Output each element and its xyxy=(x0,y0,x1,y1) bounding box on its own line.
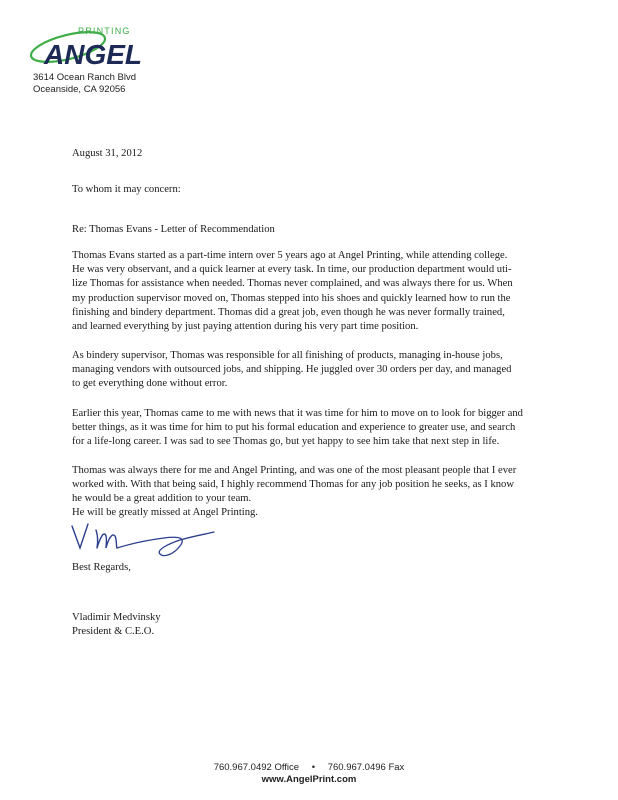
footer-contact xyxy=(0,762,618,774)
footer-website: www.AngelPrint.com xyxy=(261,774,357,785)
paragraph-line: He was very observant, and a quick learner at every task. In time, our production department would uti- xyxy=(72,264,512,276)
paragraph-4 xyxy=(72,464,562,507)
signer-name: Vladimir Medvinsky xyxy=(72,612,161,623)
address-line-1: 3614 Ocean Ranch Blvd xyxy=(33,72,136,83)
paragraph-line: worked with. With that being said, I highly recommend Thomas for any job position he seeks, as I know xyxy=(72,479,514,491)
paragraph-line: to get everything done without error. xyxy=(72,378,228,390)
address-line-2: Oceanside, CA 92056 xyxy=(33,84,126,95)
bullet-separator: • xyxy=(311,762,316,773)
logo-angel-text: ANGEL xyxy=(44,39,142,70)
paragraph-line: Earlier this year, Thomas came to me with news that it was time for him to move on to look for bigger and xyxy=(72,408,523,419)
paragraph-5: He will be greatly missed at Angel Printing. xyxy=(72,507,258,518)
handwritten-signature xyxy=(68,518,218,564)
salutation: To whom it may concern: xyxy=(72,184,181,195)
fax-number: 760.967.0496 Fax xyxy=(327,762,405,773)
paragraph-line: better things, as it was time for him to put his formal education and experience to greater use, and search xyxy=(72,422,516,434)
paragraph-line: lize Thomas for assistance when needed. Thomas never complained, and was always there for us. When xyxy=(72,278,513,290)
paragraph-line: As bindery supervisor, Thomas was responsible for all finishing of products, managing in-house jobs, xyxy=(72,350,503,361)
paragraph-line: he would be a great addition to your team. xyxy=(72,493,252,505)
paragraph-line: and learned everything by just paying attention during his very part time position. xyxy=(72,321,419,333)
paragraph-line: finishing and bindery department. Thomas did a great job, even though he was never formally trained, xyxy=(72,306,505,318)
company-logo xyxy=(26,22,166,72)
office-phone: 760.967.0492 Office xyxy=(213,762,300,773)
closing: Best Regards, xyxy=(72,562,131,573)
paragraph-2 xyxy=(72,349,562,392)
logo-printing-text: PRINTING xyxy=(78,26,131,36)
paragraph-line: for a life-long career. I was sad to see Thomas go, but yet happy to see him take that next step in life. xyxy=(72,436,500,448)
paragraph-line: my production supervisor moved on, Thomas stepped into his shoes and quickly learned how to run the xyxy=(72,292,511,304)
letter-date: August 31, 2012 xyxy=(72,148,143,159)
paragraph-line: managing vendors with outsourced jobs, and shipping. He juggled over 30 orders per day, and managed xyxy=(72,364,512,376)
paragraph-3 xyxy=(72,407,562,450)
paragraph-line: Thomas Evans started as a part-time intern over 5 years ago at Angel Printing, while attending college. xyxy=(72,250,508,261)
re-line: Re: Thomas Evans - Letter of Recommendation xyxy=(72,224,275,235)
paragraph-line: Thomas was always there for me and Angel Printing, and was one of the most pleasant people that I ever xyxy=(72,465,517,476)
signer-title: President & C.E.O. xyxy=(72,626,155,638)
signer-block xyxy=(72,611,562,639)
company-address xyxy=(33,72,136,96)
paragraph-1 xyxy=(72,249,562,334)
